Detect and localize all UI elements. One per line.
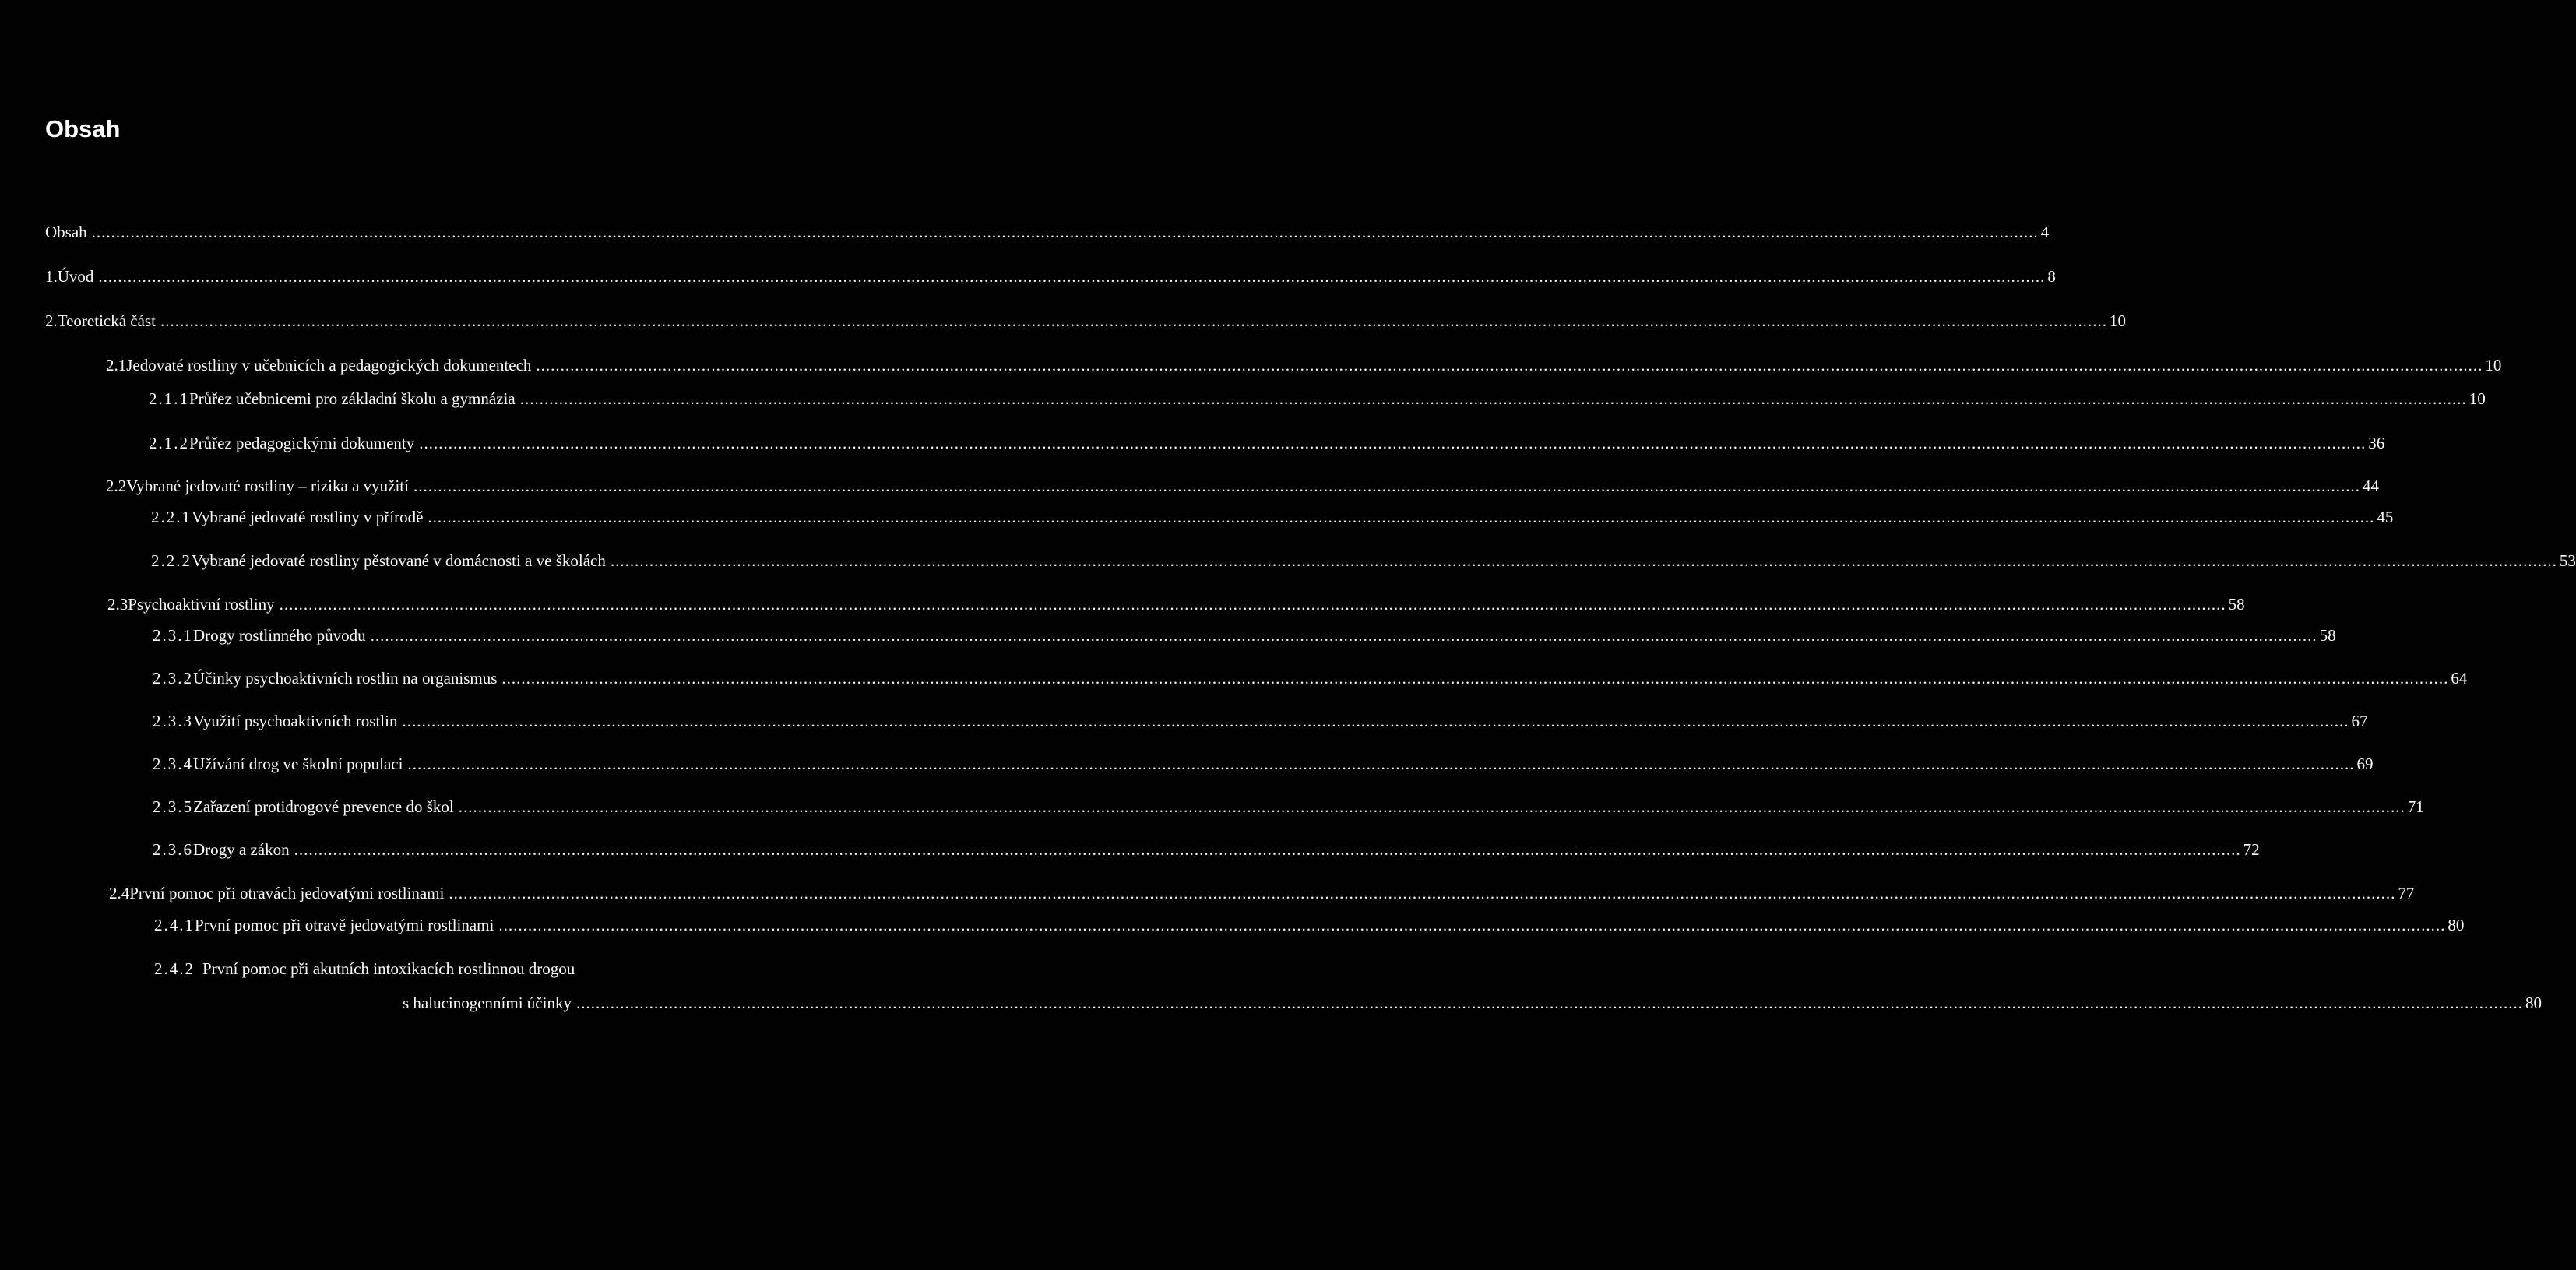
dot-leader: ................................................................................................................................................................................................................................................................................................................................................................................................................: [294, 840, 2241, 859]
dot-leader: ................................................................................................................................................................................................................................................................................................................................................................................................................: [91, 223, 2039, 241]
toc-entry-number: 1.: [45, 267, 58, 286]
toc-entry-title: Vybrané jedovaté rostliny v přírodě: [192, 508, 424, 526]
toc-entry-page: 72: [2243, 840, 2260, 859]
dot-leader: ................................................................................................................................................................................................................................................................................................................................................................................................................: [498, 916, 2446, 934]
toc-entry-page: 10: [2469, 389, 2486, 408]
toc-entry-page: 45: [2377, 508, 2394, 526]
toc-entry[interactable]: [153, 755, 2374, 773]
toc-entry-title: Využití psychoaktivních rostlin: [193, 712, 398, 730]
toc-entry-number: 2.: [45, 311, 58, 330]
toc-entry-page: 64: [2451, 669, 2468, 688]
dot-leader: ................................................................................................................................................................................................................................................................................................................................................................................................................: [407, 755, 2355, 773]
toc-entry-number: 2.3.1: [153, 626, 193, 645]
toc-entry-number: 2.3.6: [153, 840, 193, 859]
toc-entry-title: První pomoc při akutních intoxikacích rostlinnou drogou: [202, 959, 575, 978]
toc-entry-number: 2.3.4: [153, 755, 193, 773]
toc-entry[interactable]: [149, 434, 2385, 452]
toc-entry-page: 36: [2368, 434, 2385, 452]
toc-entry-page: 44: [2362, 477, 2379, 495]
toc-entry-page: 71: [2407, 797, 2424, 816]
toc-entry-page: 58: [2228, 595, 2245, 614]
dot-leader: ................................................................................................................................................................................................................................................................................................................................................................................................................: [160, 311, 2107, 330]
toc-entry[interactable]: [151, 508, 2394, 526]
toc-entry-title: Psychoaktivní rostliny: [128, 595, 275, 614]
toc-entry-number: 2.4.2: [154, 959, 195, 978]
toc-entry-number: 2.1.2: [149, 434, 189, 452]
toc-entry-page: 80: [2448, 916, 2465, 934]
toc-entry-page: 10: [2485, 356, 2502, 375]
dot-leader: ................................................................................................................................................................................................................................................................................................................................................................................................................: [428, 508, 2375, 526]
toc-entry[interactable]: [153, 712, 2368, 730]
toc-entry-page: 4: [2040, 223, 2050, 241]
toc-entry[interactable]: [106, 356, 2502, 375]
toc-entry-title: První pomoc při otravách jedovatými rostlinami: [129, 884, 445, 902]
toc-entry-title: Zařazení protidrogové prevence do škol: [193, 797, 454, 816]
toc-entry-page: 77: [2398, 884, 2415, 902]
toc-entry[interactable]: [153, 797, 2424, 816]
toc-entry-title: Průřez učebnicemi pro základní školu a gymnázia: [189, 389, 516, 408]
toc-entry[interactable]: [154, 961, 575, 977]
toc-entry-page: 69: [2356, 755, 2374, 773]
toc-entry-title: První pomoc při otravě jedovatými rostlinami: [195, 916, 494, 934]
toc-entry-title: s halucinogenními účinky: [403, 994, 572, 1012]
toc-entry-title: Obsah: [45, 223, 87, 241]
dot-leader: ................................................................................................................................................................................................................................................................................................................................................................................................................: [402, 712, 2349, 730]
toc-entry-number: 2.4.1: [154, 916, 195, 934]
dot-leader: ................................................................................................................................................................................................................................................................................................................................................................................................................: [370, 626, 2317, 645]
toc-entry-page: 8: [2047, 267, 2056, 286]
dot-leader: ................................................................................................................................................................................................................................................................................................................................................................................................................: [536, 356, 2483, 375]
dot-leader: ................................................................................................................................................................................................................................................................................................................................................................................................................: [458, 797, 2405, 816]
toc-entry-title: Užívání drog ve školní populaci: [193, 755, 403, 773]
toc-entry[interactable]: [149, 389, 2486, 408]
toc-entry-page: 58: [2319, 626, 2336, 645]
dot-leader: ................................................................................................................................................................................................................................................................................................................................................................................................................: [98, 267, 2046, 286]
toc-entry-continuation[interactable]: [403, 994, 2542, 1012]
toc-entry-page: 67: [2351, 712, 2368, 730]
dot-leader: ................................................................................................................................................................................................................................................................................................................................................................................................................: [419, 434, 2367, 452]
toc-entry-title: Teoretická část: [57, 311, 156, 330]
dot-leader: ................................................................................................................................................................................................................................................................................................................................................................................................................: [279, 595, 2226, 614]
toc-entry-number: 2.2: [106, 477, 127, 495]
toc-entry[interactable]: [153, 626, 2336, 645]
toc-entry-title: Jedovaté rostliny v učebnicích a pedagogických dokumentech: [126, 356, 532, 375]
toc-entry-title: Drogy a zákon: [193, 840, 290, 859]
toc-entry-number: 2.2.2: [151, 551, 192, 570]
dot-leader: ................................................................................................................................................................................................................................................................................................................................................................................................................: [610, 551, 2557, 570]
toc-entry-title: Vybrané jedovaté rostliny pěstované v domácnosti a ve školách: [192, 551, 606, 570]
toc-entry-number: 2.3.3: [153, 712, 193, 730]
toc-entry-title: Účinky psychoaktivních rostlin na organismus: [193, 669, 498, 688]
toc-entry-title: Úvod: [57, 267, 94, 286]
toc-entry-page: 53: [2559, 551, 2576, 570]
toc-entry-number: 2.3: [107, 595, 128, 614]
toc-entry[interactable]: [109, 884, 2415, 902]
toc-entry[interactable]: [45, 311, 2126, 330]
toc-entry[interactable]: [153, 669, 2468, 688]
dot-leader: ................................................................................................................................................................................................................................................................................................................................................................................................................: [519, 389, 2467, 408]
toc-entry[interactable]: [45, 223, 2050, 241]
toc-entry-number: 2.3.2: [153, 669, 193, 688]
dot-leader: ................................................................................................................................................................................................................................................................................................................................................................................................................: [449, 884, 2396, 902]
toc-entry-number: 2.2.1: [151, 508, 192, 526]
toc-entry-number: 2.1.1: [149, 389, 189, 408]
toc-entry-number: 2.4: [109, 884, 130, 902]
dot-leader: ................................................................................................................................................................................................................................................................................................................................................................................................................: [413, 477, 2360, 495]
toc-entry[interactable]: [106, 477, 2379, 495]
toc-entry-number: 2.3.5: [153, 797, 193, 816]
toc-entry-title: Vybrané jedovaté rostliny – rizika a využití: [126, 477, 409, 495]
toc-entry-page: 80: [2525, 994, 2542, 1012]
toc-entry-title: Drogy rostlinného původu: [193, 626, 366, 645]
toc-entry[interactable]: [107, 595, 2245, 614]
toc-entry[interactable]: [151, 551, 2576, 570]
toc-entry-page: 10: [2109, 311, 2126, 330]
dot-leader: ................................................................................................................................................................................................................................................................................................................................................................................................................: [575, 994, 2523, 1012]
dot-leader: ................................................................................................................................................................................................................................................................................................................................................................................................................: [501, 669, 2449, 688]
toc-entry-number: 2.1: [106, 356, 127, 375]
toc-entry-title: Průřez pedagogickými dokumenty: [189, 434, 415, 452]
page-title: Obsah: [45, 115, 121, 142]
toc-entry[interactable]: [154, 916, 2465, 934]
toc-entry[interactable]: [45, 267, 2056, 286]
toc-entry[interactable]: [153, 840, 2260, 859]
